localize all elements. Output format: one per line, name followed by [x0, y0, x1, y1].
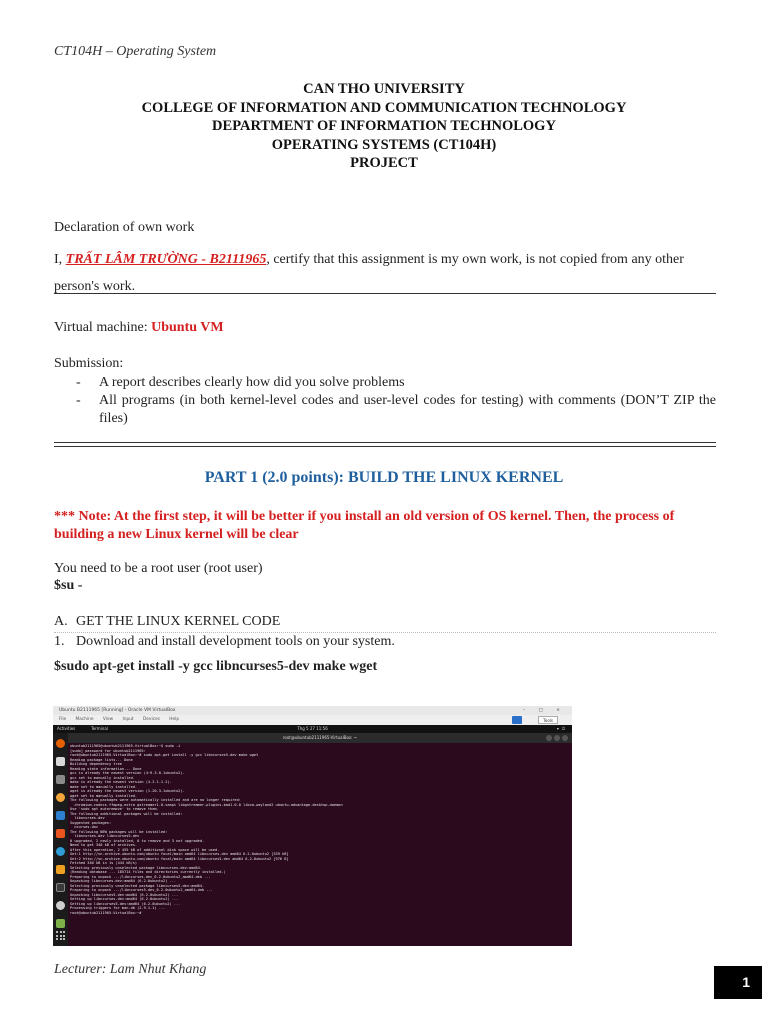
terminal-screenshot [53, 706, 572, 946]
su-command: $su - [54, 578, 83, 593]
apt-get-command: $sudo apt-get install -y gcc libncurses5-dev make wget [54, 659, 378, 674]
vm-label: Virtual machine: [54, 320, 152, 335]
terminal-line: Reading package lists... Done [70, 757, 133, 762]
terminal-line: root@ubuntub2111965-VirtualBox:~# sudo apt-get install -y gcc libncurses5-dev make wget [70, 753, 259, 757]
lecturer-footer: Lecturer: Lam Nhut Khang [54, 962, 207, 977]
terminal-line: 0 upgraded, 2 newly installed, 0 to remove and 3 not upgraded. [70, 838, 205, 843]
gnome-top-bar [53, 725, 572, 733]
page-number: 1 [714, 966, 762, 999]
terminal-line: [sudo] password for ubuntub2111965: [70, 748, 146, 753]
submission-list [54, 374, 716, 428]
list-item [54, 374, 716, 392]
terminal-line: Processing triggers for man-db (2.9.1-1) ... [70, 906, 166, 910]
terminal-line: wget set to manually installed. [70, 793, 138, 798]
terminal-line: Reading state information... Done [70, 766, 142, 771]
tools-button: Tools [538, 716, 558, 724]
section-title: GET THE LINUX KERNEL CODE [76, 614, 281, 629]
tools-icon [512, 716, 522, 724]
section-letter: A. [54, 614, 68, 629]
terminal-line: Setting up libncurses5-dev:amd64 (6.2-0ubuntu2) ... [70, 901, 181, 906]
terminal-line: gcc set to manually installed. [70, 775, 135, 780]
terminal-line: Selecting previously unselected package libncurses-dev:amd64. [70, 865, 202, 870]
terminal-line: make is already the newest version (4.2.1-1.2). [70, 780, 172, 784]
divider-line [54, 293, 716, 294]
terminal-line: Fetched 340 kB in 1s (444 kB/s) [70, 861, 138, 865]
ubuntu-dock [53, 733, 68, 946]
terminal-line: Setting up libncurses-dev:amd64 (6.2-0ubuntu2) ... [70, 897, 179, 901]
terminal-line: ncurses-doc [70, 825, 99, 829]
terminal-line: The following packages were automatically installed and are no longer required: [70, 798, 241, 802]
vbox-menu-bar: File Machine View Input Devices Help [53, 715, 572, 725]
terminal-line: gcc is already the newest version (4:9.3.0-1ubuntu2). [70, 771, 185, 775]
terminal-line: Get:1 http://vn.archive.ubuntu.com/ubuntu focal/main amd64 libncurses-dev amd64 6.2-0ubuntu2 [339 kB] [70, 852, 289, 856]
terminal-line: Use 'sudo apt autoremove' to remove them. [70, 807, 159, 811]
virtual-machine-line [54, 320, 224, 336]
terminal-line: The following NEW packages will be installed: [70, 829, 168, 834]
terminal-line: Unpacking libncurses5-dev:amd64 (6.2-0ubuntu2) ... [70, 892, 179, 897]
music-icon [56, 793, 65, 802]
step-number: 1. [54, 634, 65, 649]
terminal-line: ubuntub2111965@ubuntub2111965-VirtualBox:~$ sudo -i [70, 744, 181, 748]
dash-bullet: - [76, 393, 81, 408]
terminal-line: Preparing to unpack .../libncurses-dev_6.2-0ubuntu2_amd64.deb ... [70, 874, 211, 879]
double-divider-top [54, 442, 716, 443]
terminal-title: root@ubuntub2111965-VirtualBox: ~ [282, 735, 358, 740]
terminal-line: Building dependency tree [70, 762, 122, 766]
terminal-line: make set to manually installed. [70, 784, 138, 789]
terminal-line: After this operation, 2 455 kB of additional disk space will be used. [70, 847, 220, 852]
course-name: OPERATING SYSTEMS (CT104H) [271, 136, 497, 153]
vbox-title: Ubuntu B2111965 [Running] - Oracle VM VirtualBox [59, 708, 176, 713]
running-header-course: CT104H – Operating System [54, 44, 217, 59]
part1-note: *** Note: At the first step, it will be better if you install an old version of OS kernel. Then, the process of building a new Linux kernel will be clear [54, 509, 675, 542]
show-apps-icon [56, 931, 65, 940]
declaration-text: , certify that this assignment is my own work, is not copied from any other person's work. [54, 252, 684, 294]
trash-icon [56, 919, 65, 928]
amazon-icon [56, 865, 65, 874]
department-name: DEPARTMENT OF INFORMATION TECHNOLOGY [212, 118, 556, 135]
firefox-icon [56, 739, 65, 748]
title-block [0, 80, 768, 173]
terminal-line: Preparing to unpack .../libncurses5-dev_6.2-0ubuntu2_amd64.deb ... [70, 888, 213, 892]
terminal-line: Suggested packages: [70, 820, 112, 825]
vm-value: Ubuntu VM [151, 320, 224, 335]
window-controls: – □ × [522, 708, 566, 713]
list-item [54, 392, 716, 428]
maximize-icon [554, 735, 560, 741]
section-a-heading [54, 614, 280, 630]
files-icon [56, 775, 65, 784]
terminal-line: chromium-codecs-ffmpeg-extra gstreamer1.0-vaapi libgstreamer-plugins-bad1.0-0 libva-wayland2 ubuntu-advantage-desktop-daemon [70, 802, 343, 807]
writer-icon [56, 811, 65, 820]
terminal-header [68, 733, 572, 743]
terminal-line: libncurses-dev libncurses5-dev [70, 834, 140, 838]
terminal-line: Selecting previously unselected package libncurses5-dev:amd64. [70, 883, 205, 888]
terminal-line: wget is already the newest version (1.20.3-1ubuntu2). [70, 789, 185, 793]
declaration-statement [54, 246, 716, 300]
step-1 [54, 634, 395, 650]
terminal-line: Unpacking libncurses-dev:amd64 (6.2-0ubuntu2) ... [70, 879, 177, 883]
double-divider-bottom [54, 446, 716, 447]
terminal-app-label: Terminal [91, 726, 108, 731]
terminal-line: (Reading database ... 185714 files and directories currently installed.) [70, 870, 226, 874]
system-tray-icons: ▾⏻ [556, 726, 568, 731]
step-text: Download and install development tools on your system. [76, 634, 395, 649]
part1-title: PART 1 (2.0 points): BUILD THE LINUX KERNEL [204, 469, 564, 486]
clock: Thg 5 27 11:56 [297, 726, 328, 731]
minimize-icon [546, 735, 552, 741]
dash-bullet: - [76, 375, 81, 390]
help-icon [56, 847, 65, 856]
declaration-heading: Declaration of own work [54, 220, 195, 235]
terminal-line: libncurses-dev [70, 816, 105, 820]
submission-heading: Submission: [54, 356, 124, 371]
university-name: CAN THO UNIVERSITY [303, 81, 465, 97]
list-item-text: A report describes clearly how did you solve problems [99, 375, 405, 390]
terminal-icon [56, 883, 65, 892]
dotted-divider [54, 632, 716, 633]
vbox-title-bar [53, 706, 572, 715]
terminal-line: Need to get 340 kB of archives. [70, 843, 138, 847]
declaration-prefix: I, [54, 252, 66, 267]
disc-icon [56, 901, 65, 910]
college-name: COLLEGE OF INFORMATION AND COMMUNICATION TECHNOLOGY [141, 99, 627, 116]
project-label: PROJECT [350, 155, 418, 172]
close-icon [562, 735, 568, 741]
list-item-text: All programs (in both kernel-level codes and user-level codes for testing) with comments (DON’T ZIP the files) [99, 393, 716, 426]
mail-icon [56, 757, 65, 766]
terminal-line: root@ubuntub2111965-VirtualBox:~# [70, 910, 144, 915]
terminal-output [70, 744, 568, 944]
software-icon [56, 829, 65, 838]
terminal-line: Get:2 http://vn.archive.ubuntu.com/ubuntu focal/main amd64 libncurses5-dev amd64 6.2-0ubuntu2 [976 B] [70, 856, 289, 861]
root-user-instruction: You need to be a root user (root user) [54, 561, 263, 576]
terminal-line: The following additional packages will be installed: [70, 811, 183, 816]
activities-label: Activities [57, 726, 76, 731]
student-name-id: TRẤT LÂM TRƯỜNG - B2111965 [65, 252, 267, 267]
